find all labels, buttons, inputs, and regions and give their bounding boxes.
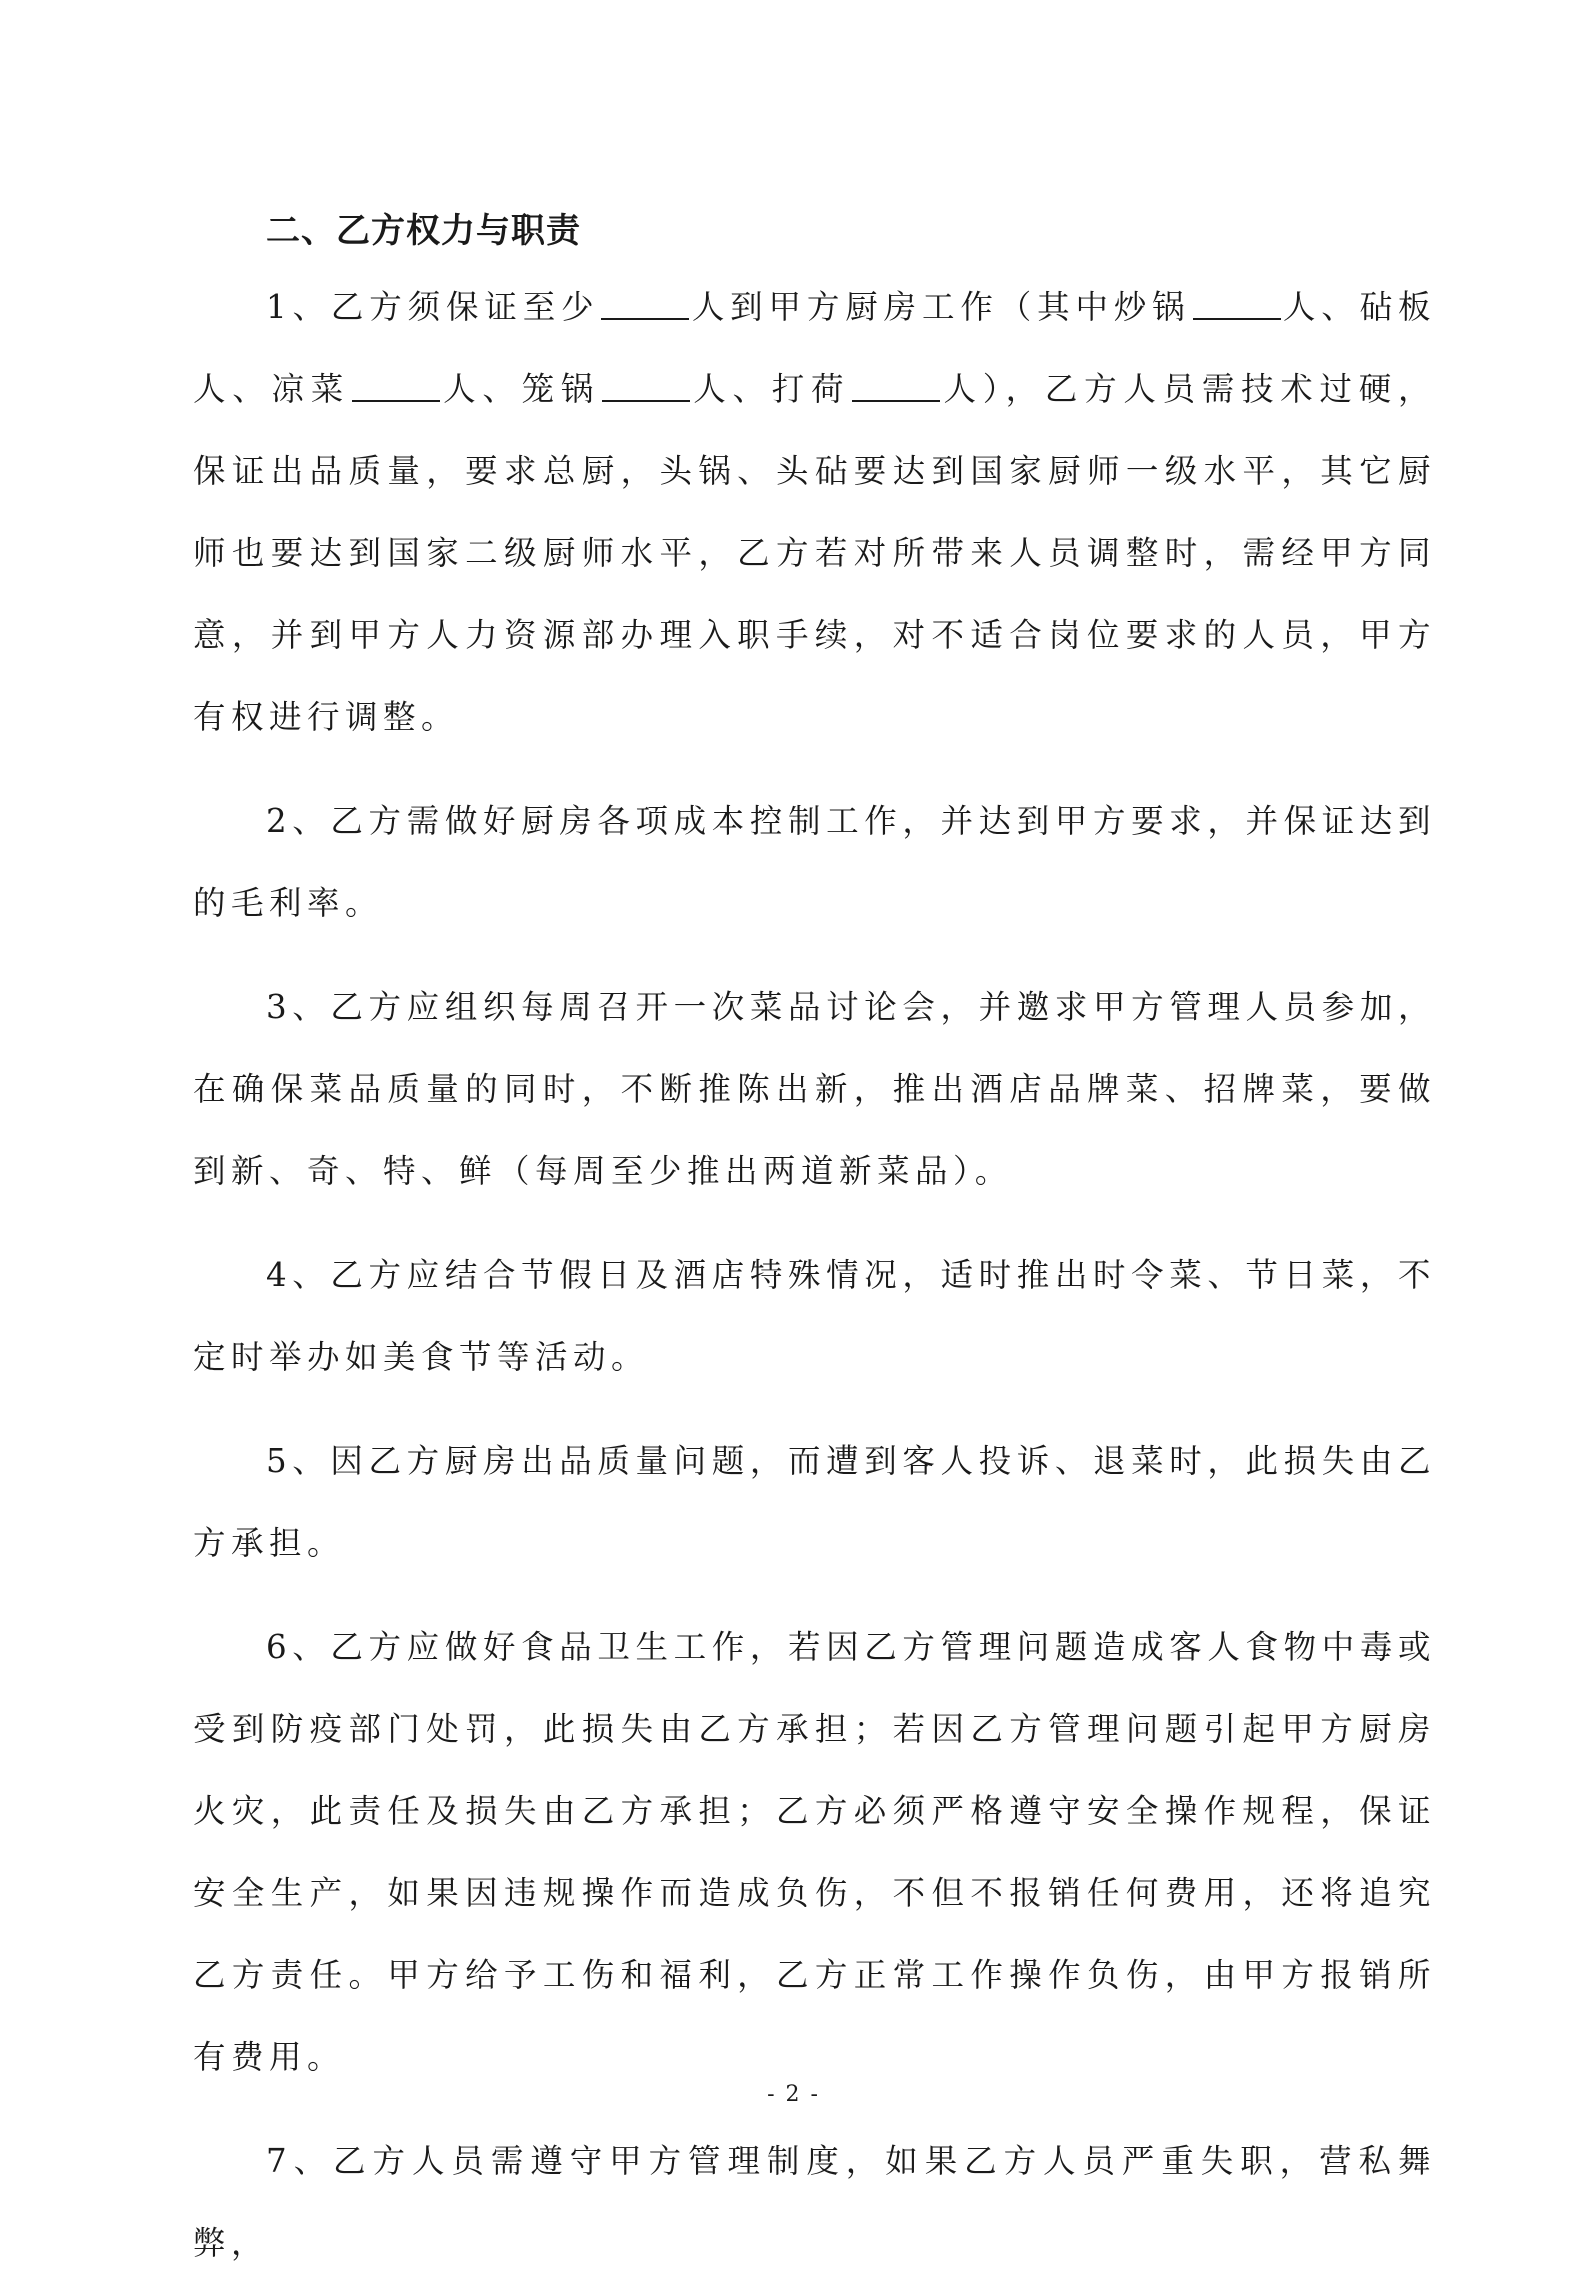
page-number: - 2 -: [767, 2082, 820, 2107]
paragraph-6: 6、乙方应做好食品卫生工作，若因乙方管理问题造成客人食物中毒或受到防疫部门处罚，此损失由乙方承担；若因乙方管理问题引起甲方厨房火灾，此责任及损失由乙方承担；乙方必须严格遵守安全操作规程，保证安全生产，如果因违规操作而造成负伤，不但不报销任何费用，还将追究乙方责任。甲方给予工伤和福利，乙方正常工作操作负伤，由甲方报销所有费用。: [193, 1628, 1436, 2076]
blank-total-staff: [601, 288, 689, 320]
blank-plating: [852, 370, 940, 402]
blank-cold-dish: [352, 370, 440, 402]
paragraph-2: 2、乙方需做好厨房各项成本控制工作，并达到甲方要求，并保证达到的毛利率。: [193, 802, 1436, 922]
blank-steamer: [602, 370, 690, 402]
paragraph-7: 7、乙方人员需遵守甲方管理制度，如果乙方人员严重失职，营私舞弊，: [193, 2142, 1436, 2262]
paragraph-1-text-6: 人、打荷: [692, 370, 851, 408]
paragraph-1: [193, 266, 1436, 758]
paragraph-1-text-1: 1、乙方须保证至少: [266, 288, 600, 326]
paragraph-1-text-7: 人），乙方人员需技术过硬，保证出品质量，要求总厨，头锅、头砧要达到国家厨师一级水平，其它厨师也要达到国家二级厨师水平，乙方若对所带来人员调整时，需经甲方同意，并到甲方人力资源部办理入职手续，对不适合岗位要求的人员，甲方有权进行调整。: [193, 370, 1436, 736]
paragraph-1-text-2: 人到甲方厨房工作（其中炒锅: [691, 288, 1191, 326]
paragraph-5: 5、因乙方厨房出品质量问题，而遭到客人投诉、退菜时，此损失由乙方承担。: [193, 1442, 1436, 1562]
paragraph-1-text-4: 人、凉菜: [193, 370, 350, 408]
paragraph-4: 4、乙方应结合节假日及酒店特殊情况，适时推出时令菜、节日菜，不定时举办如美食节等活动。: [193, 1256, 1436, 1376]
blank-wok-chefs: [1193, 288, 1281, 320]
section-heading: 二、乙方权力与职责: [266, 211, 581, 251]
paragraph-1-text-3: 人、砧板: [1282, 288, 1436, 326]
paragraph-3: 3、乙方应组织每周召开一次菜品讨论会，并邀求甲方管理人员参加，在确保菜品质量的同时，不断推陈出新，推出酒店品牌菜、招牌菜，要做到新、奇、特、鲜（每周至少推出两道新菜品）。: [193, 988, 1436, 1190]
paragraph-1-text-5: 人、笼锅: [441, 370, 601, 408]
document-body: [193, 266, 1436, 2284]
